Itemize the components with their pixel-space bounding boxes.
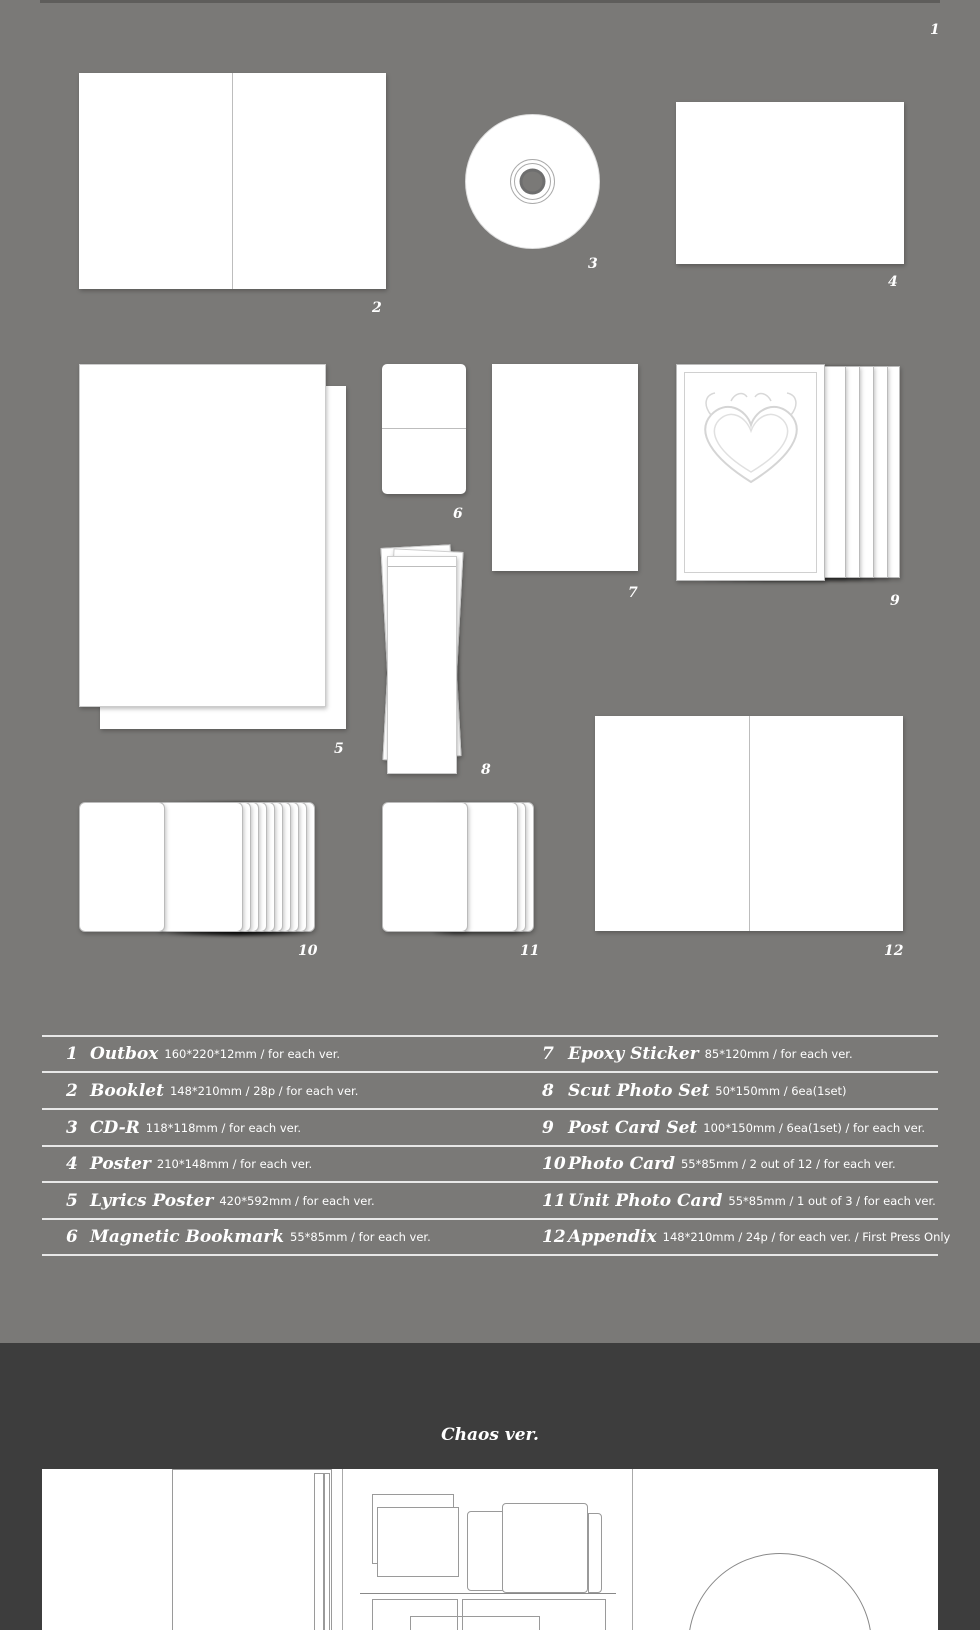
spec-row-11: 11 Unit Photo Card 55*85mm / 1 out of 3 / for each ver.: [542, 1191, 936, 1211]
post-card-set-illustration: [676, 364, 904, 582]
spec-row-2: 2 Booklet 148*210mm / 28p / for each ver.: [66, 1081, 359, 1101]
item-number-11: 11: [520, 943, 540, 959]
item-number-12: 12: [884, 943, 904, 959]
booklet-illustration: [79, 73, 386, 289]
spec-row-8: 8 Scut Photo Set 50*150mm / 6ea(1set): [542, 1081, 847, 1101]
scut-photo-set-illustration: [378, 544, 468, 776]
magnetic-bookmark-illustration: [382, 364, 466, 494]
appendix-illustration: [595, 716, 903, 931]
spec-row-3: 3 CD-R 118*118mm / for each ver.: [66, 1118, 302, 1138]
item-number-5: 5: [334, 741, 344, 757]
chaos-version-preview: [42, 1469, 938, 1630]
poster-illustration: [676, 102, 904, 264]
chaos-version-title: Chaos ver.: [441, 1425, 539, 1445]
item-number-6: 6: [453, 506, 463, 522]
unit-photo-card-illustration: [382, 802, 534, 932]
spec-row-1: 1 Outbox 160*220*12mm / for each ver.: [66, 1044, 341, 1064]
cd-r-illustration: [464, 113, 601, 250]
heart-ornament-icon: [691, 387, 811, 497]
lyrics-poster-illustration: [79, 364, 326, 707]
item-number-9: 9: [890, 593, 900, 609]
item-number-2: 2: [372, 300, 382, 316]
item-number-7: 7: [628, 585, 638, 601]
top-edge-bar: [40, 0, 940, 3]
item-number-8: 8: [481, 762, 491, 778]
chaos-outbox-outline: [172, 1469, 332, 1630]
spec-row-5: 5 Lyrics Poster 420*592mm / for each ver.: [66, 1191, 375, 1211]
item-number-10: 10: [298, 943, 318, 959]
spec-row-10: 10 Photo Card 55*85mm / 2 out of 12 / for each ver.: [542, 1154, 896, 1174]
item-number-1: 1: [930, 22, 940, 38]
spec-row-6: 6 Magnetic Bookmark 55*85mm / for each ver.: [66, 1227, 431, 1247]
photo-card-illustration: [79, 802, 319, 932]
spec-row-9: 9 Post Card Set 100*150mm / 6ea(1set) / for each ver.: [542, 1118, 926, 1138]
spec-row-12: 12 Appendix 148*210mm / 24p / for each ver. / First Press Only: [542, 1227, 951, 1247]
item-number-4: 4: [888, 274, 898, 290]
spec-row-4: 4 Poster 210*148mm / for each ver.: [66, 1154, 313, 1174]
chaos-cd-outline: [688, 1553, 872, 1630]
item-number-3: 3: [588, 256, 598, 272]
spec-row-7: 7 Epoxy Sticker 85*120mm / for each ver.: [542, 1044, 853, 1064]
epoxy-sticker-illustration: [492, 364, 638, 571]
